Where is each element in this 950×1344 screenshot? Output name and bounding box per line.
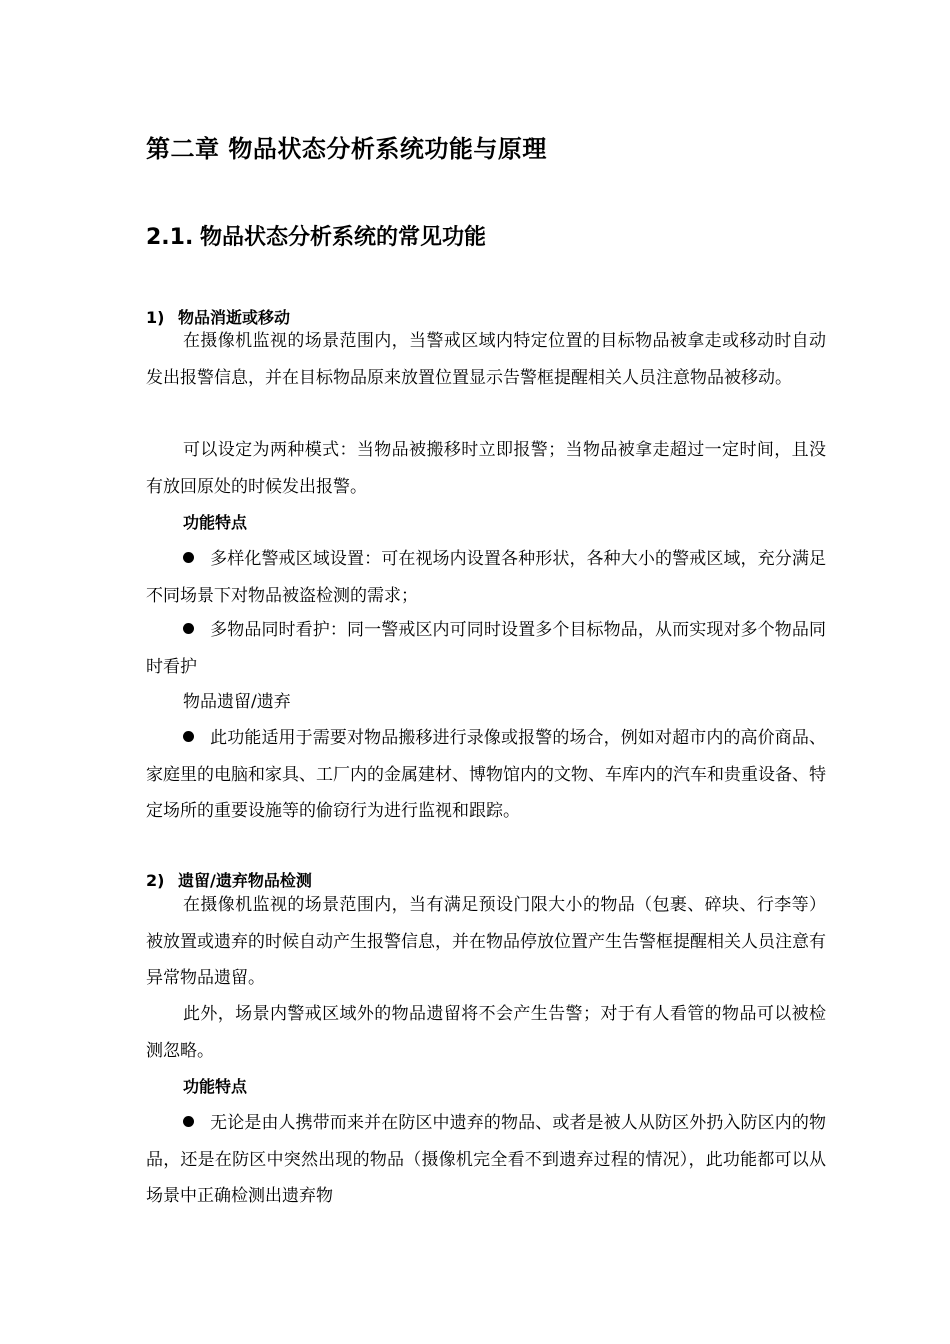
section-heading: [146, 222, 826, 254]
item1-bullet-1-text: 多样化警戒区域设置：可在视场内设置各种形状，各种大小的警戒区域，充分满足不同场景下对物品被盗检测的需求；: [146, 549, 826, 606]
item1-paragraph-1: 在摄像机监视的场景范围内，当警戒区域内特定位置的目标物品被拿走或移动时自动发出报警信息，并在目标物品原来放置位置显示告警框提醒相关人员注意物品被移动。: [146, 331, 826, 388]
item1-bullet-3: [146, 720, 826, 830]
item2-bullet-1-text: 无论是由人携带而来并在防区中遗弃的物品、或者是被人从防区外扔入防区内的物品，还是在防区中突然出现的物品（摄像机完全看不到遗弃过程的情况），此功能都可以从场景中正确检测出遗弃物: [146, 1113, 826, 1206]
item2-paragraph-1: 在摄像机监视的场景范围内，当有满足预设门限大小的物品（包裹、碎块、行李等）被放置或遗弃的时候自动产生报警信息，并在物品停放位置产生告警框提醒相关人员注意有异常物品遗留。: [146, 895, 826, 988]
bullet-icon: [183, 623, 194, 634]
item1-bullet-2-text: 多物品同时看护：同一警戒区内可同时设置多个目标物品，从而实现对多个物品同时看护: [146, 620, 826, 677]
item2-title: 遗留/遗弃物品检测: [178, 871, 312, 890]
item1-sub-label: 物品遗留/遗弃: [183, 692, 291, 712]
item2-features-label: 功能特点: [183, 1077, 248, 1096]
item1-title: 物品消逝或移动: [178, 308, 291, 327]
item1-bullet-1: [146, 541, 826, 614]
item2-paragraph-2: 此外，场景内警戒区域外的物品遗留将不会产生告警；对于有人看管的物品可以被检测忽略。: [146, 1004, 826, 1061]
bullet-icon: [183, 1116, 194, 1127]
item1-number: 1): [146, 308, 165, 327]
section-number: 2.1.: [146, 225, 194, 250]
item1-bullet-2: [146, 612, 826, 685]
item1-bullet-3-text: 此功能适用于需要对物品搬移进行录像或报警的场合，例如对超市内的高价商品、家庭里的电脑和家具、工厂内的金属建材、博物馆内的文物、车库内的汽车和贵重设备、特定场所的重要设施等的偷窃行为进行监视和跟踪。: [146, 728, 826, 821]
bullet-icon: [183, 731, 194, 742]
item2-number: 2): [146, 871, 165, 890]
section-title: 物品状态分析系统的常见功能: [200, 225, 487, 250]
item2-bullet-1: [146, 1105, 826, 1215]
item1-paragraph-2: 可以设定为两种模式：当物品被搬移时立即报警；当物品被拿走超过一定时间，且没有放回原处的时候发出报警。: [146, 440, 826, 497]
chapter-title: 第二章 物品状态分析系统功能与原理: [146, 135, 547, 163]
item1-features-label: 功能特点: [183, 513, 248, 532]
bullet-icon: [183, 552, 194, 563]
